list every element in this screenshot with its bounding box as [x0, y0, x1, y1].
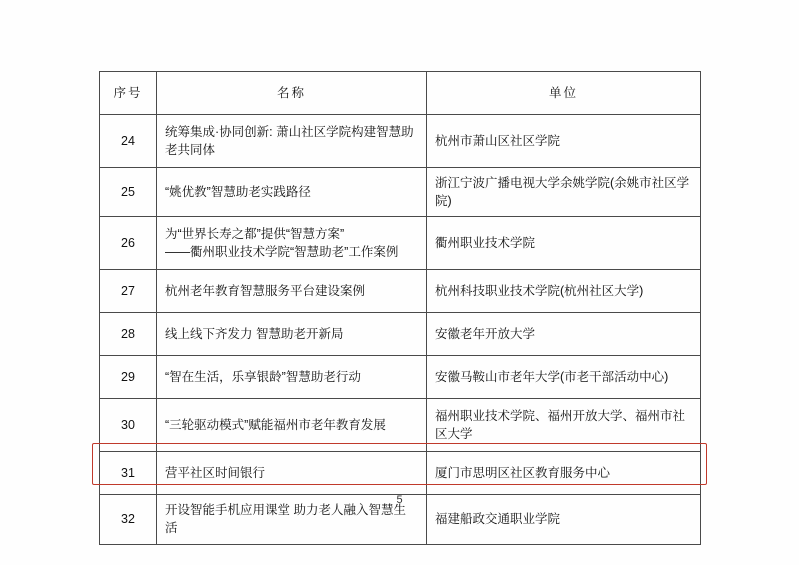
row-unit: 福州职业技术学院、福州开放大学、福州市社区大学 — [427, 399, 701, 452]
row-name: 统筹集成·协同创新: 萧山社区学院构建智慧助老共同体 — [157, 115, 427, 168]
table-header — [100, 72, 701, 115]
row-number: 27 — [100, 270, 157, 313]
row-number: 29 — [100, 356, 157, 399]
row-name: “三轮驱动模式”赋能福州市老年教育发展 — [157, 399, 427, 452]
awards-table — [99, 71, 701, 545]
page-number: 5 — [396, 494, 403, 506]
table-body — [100, 115, 701, 545]
table-row — [100, 115, 701, 168]
row-number: 31 — [100, 452, 157, 495]
row-number: 30 — [100, 399, 157, 452]
row-unit: 安徽马鞍山市老年大学(市老干部活动中心) — [427, 356, 701, 399]
header-cell-序号: 序号 — [100, 72, 157, 115]
row-number: 28 — [100, 313, 157, 356]
table-row — [100, 217, 701, 270]
table-row — [100, 168, 701, 217]
table-row — [100, 313, 701, 356]
row-name — [157, 217, 427, 270]
table-row — [100, 399, 701, 452]
row-number: 25 — [100, 168, 157, 217]
row-number: 24 — [100, 115, 157, 168]
row-unit: 浙江宁波广播电视大学余姚学院(余姚市社区学院) — [427, 168, 701, 217]
row-name: 营平社区时间银行 — [157, 452, 427, 495]
table-row — [100, 452, 701, 495]
table-row — [100, 356, 701, 399]
row-number: 32 — [100, 495, 157, 544]
row-name: 开设智能手机应用课堂 助力老人融入智慧生活 — [157, 495, 427, 544]
row-unit: 杭州科技职业技术学院(杭州社区大学) — [427, 270, 701, 313]
row-name: 杭州老年教育智慧服务平台建设案例 — [157, 270, 427, 313]
table-header-row — [100, 72, 701, 115]
row-name: “姚优教”智慧助老实践路径 — [157, 168, 427, 217]
row-unit: 衢州职业技术学院 — [427, 217, 701, 270]
row-unit: 厦门市思明区社区教育服务中心 — [427, 452, 701, 495]
table-container — [99, 71, 700, 545]
row-unit: 杭州市萧山区社区学院 — [427, 115, 701, 168]
row-unit: 福建船政交通职业学院 — [427, 495, 701, 544]
table-row — [100, 270, 701, 313]
row-unit: 安徽老年开放大学 — [427, 313, 701, 356]
row-name-line2: ——衢州职业技术学院“智慧助老”工作案例 — [165, 245, 399, 260]
row-name: 线上线下齐发力 智慧助老开新局 — [157, 313, 427, 356]
header-cell-名称: 名称 — [157, 72, 427, 115]
row-number: 26 — [100, 217, 157, 270]
header-cell-单位: 单位 — [427, 72, 701, 115]
row-name-line1: 为“世界长寿之都”提供“智慧方案” — [165, 227, 345, 242]
row-name: “智在生活，乐享银龄”智慧助老行动 — [157, 356, 427, 399]
